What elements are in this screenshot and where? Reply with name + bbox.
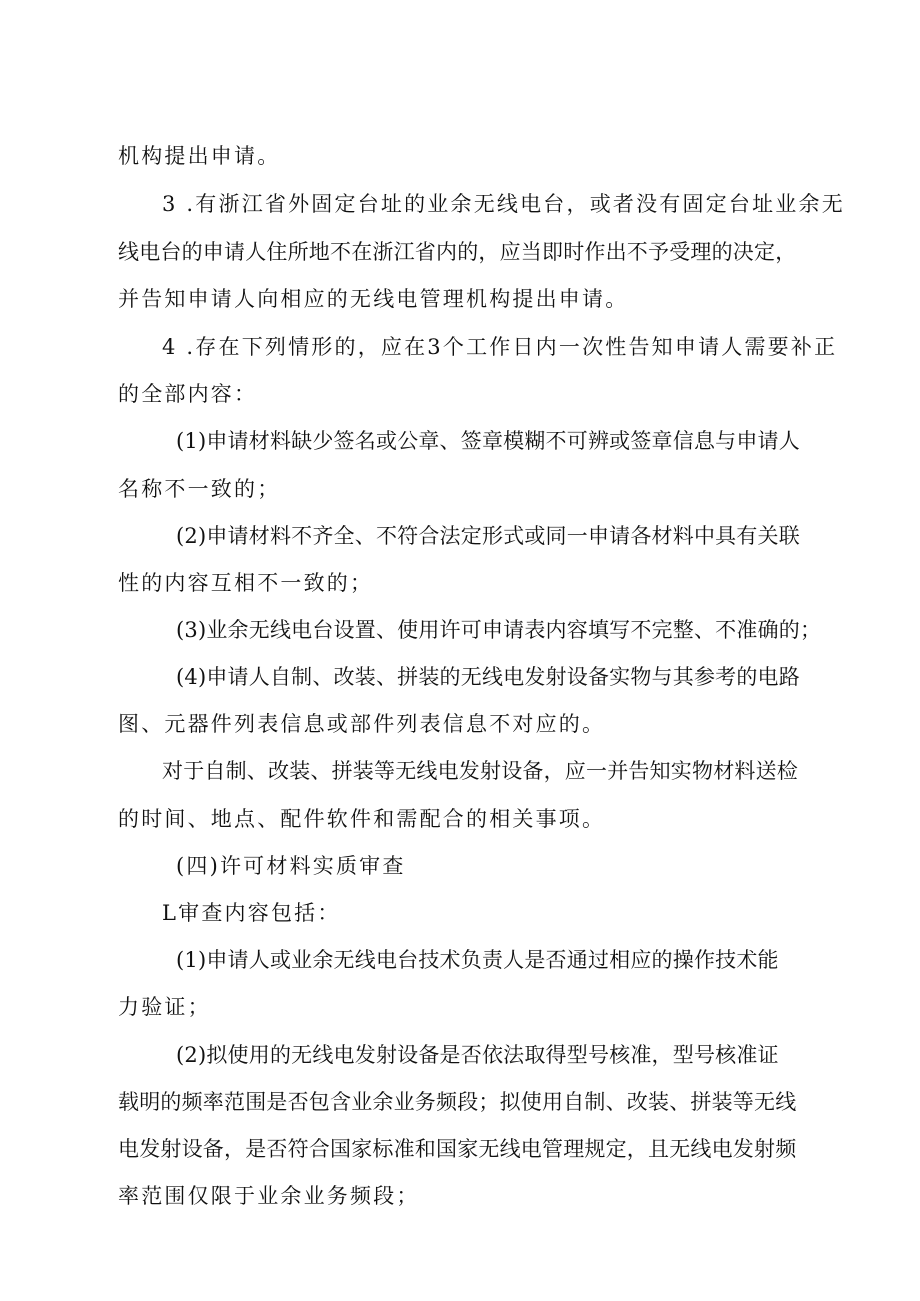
text-line-4: 并告知申请人向相应的无线电管理机构提出申请。 [118, 287, 629, 311]
text-line-23: 率范围仅限于业余业务频段； [118, 1184, 420, 1208]
text-line-19: 力验证； [118, 995, 211, 1019]
text-line-13: 图、元器件列表信息或部件列表信息不对应的。 [118, 712, 606, 736]
text-line-20: (2)拟使用的无线电发射设备是否依法取得型号核准，型号核准证 [176, 1043, 779, 1067]
text-line-5: 4 .存在下列情形的，应在3个工作日内一次性告知申请人需要补正 [162, 335, 838, 359]
text-line-16: (四)许可材料实质审查 [176, 854, 406, 878]
text-line-12: (4)申请人自制、改装、拼装的无线电发射设备实物与其参考的电路 [176, 665, 800, 689]
text-line-3: 线电台的申请人住所地不在浙江省内的，应当即时作出不予受理的决定， [118, 240, 797, 264]
text-line-14: 对于自制、改装、拼装等无线电发射设备，应一并告知实物材料送检 [162, 759, 798, 783]
text-line-11: (3)业余无线电台设置、使用许可申请表内容填写不完整、不准确的； [176, 618, 822, 642]
text-line-6: 的全部内容： [118, 382, 258, 406]
text-line-15: 的时间、地点、配件软件和需配合的相关事项。 [118, 807, 606, 831]
text-line-7: (1)申请材料缺少签名或公章、签章模糊不可辨或签章信息与申请人 [176, 429, 800, 453]
text-line-10: 性的内容互相不一致的； [118, 571, 374, 595]
text-line-1: 机构提出申请。 [118, 144, 281, 168]
text-line-17: L审查内容包括： [162, 901, 341, 925]
text-line-18: (1)申请人或业余无线电台技术负责人是否通过相应的操作技术能 [176, 948, 779, 972]
text-line-21: 载明的频率范围是否包含业余业务频段；拟使用自制、改装、拼装等无线 [118, 1090, 797, 1114]
text-line-22: 电发射设备，是否符合国家标准和国家无线电管理规定，且无线电发射频 [118, 1137, 797, 1161]
text-line-9: (2)申请材料不齐全、不符合法定形式或同一申请各材料中具有关联 [176, 524, 800, 548]
text-line-8: 名称不一致的； [118, 477, 281, 501]
text-line-2: 3 .有浙江省外固定台址的业余无线电台，或者没有固定台址业余无 [162, 192, 845, 216]
